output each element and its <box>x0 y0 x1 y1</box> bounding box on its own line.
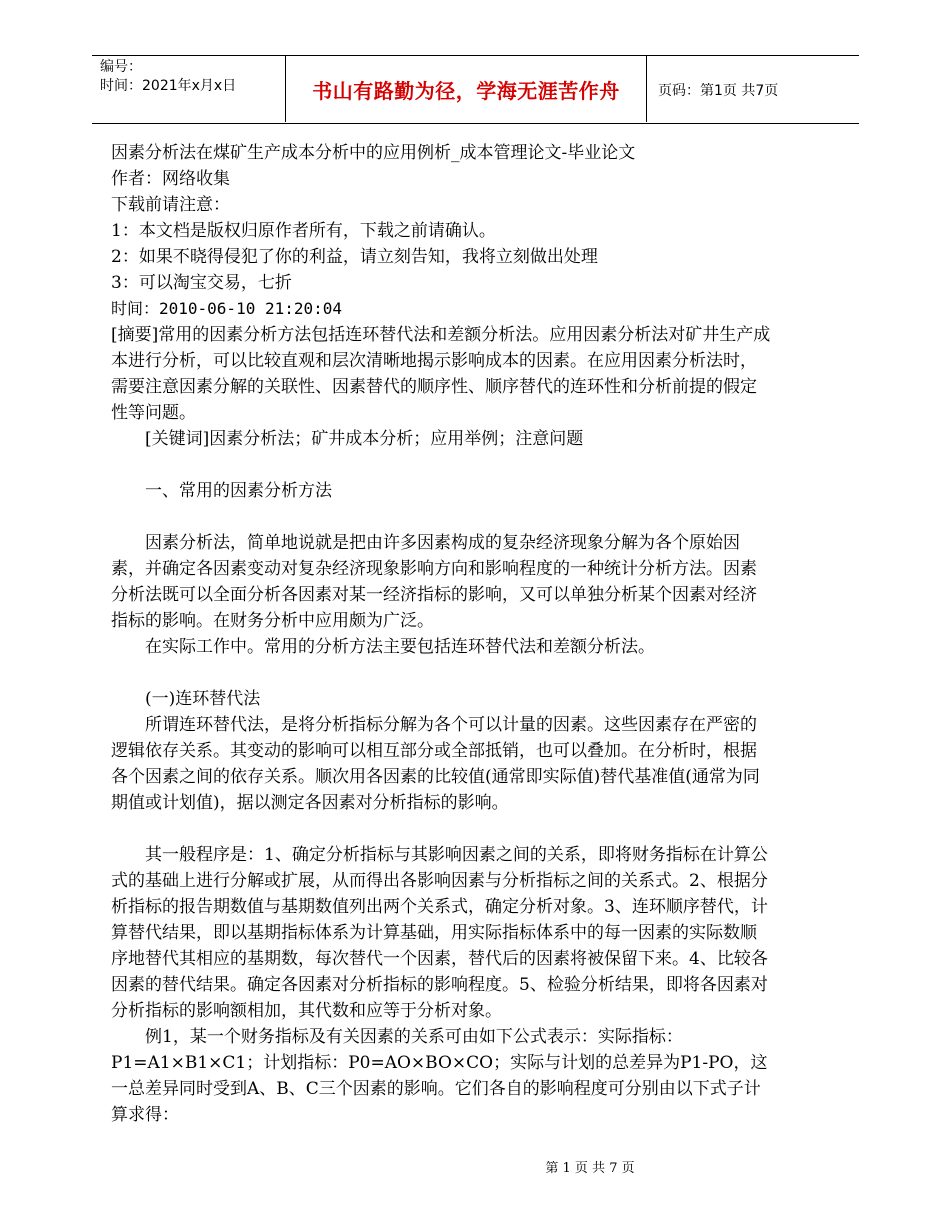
doc-author: 作者：网络收集 <box>111 169 230 189</box>
subsection-heading-1: (一)连环替代法 <box>145 689 261 709</box>
time-label: 时间：2021年x月x日 <box>100 78 237 94</box>
page-header <box>92 55 859 124</box>
header-left <box>100 58 236 96</box>
notice-item-2: 2：如果不晓得侵犯了你的利益，请立刻告知，我将立刻做出处理 <box>111 247 598 267</box>
abstract: [摘要]常用的因素分析方法包括连环替代法和差额分析法。应用因素分析法对矿井生产成本进行分析，可以比较直观和层次清晰地揭示影响成本的因素。在应用因素分析法时，需要注意因素分解的关联性、因素替代的顺序性、顺序替代的连环性和分析前提的假定性等问题。 <box>111 325 771 423</box>
paragraph-1: 因素分析法，简单地说就是把由许多因素构成的复杂经济现象分解为各个原始因素，并确定各因素变动对复杂经济现象影响方向和影响程度的一种统计分析方法。因素分析法既可以全面分析各因素对某一经济指标的影响，又可以单独分析某个因素对经济指标的影响。在财务分析中应用颇为广泛。 <box>111 533 757 631</box>
doc-title: 因素分析法在煤矿生产成本分析中的应用例析_成本管理论文-毕业论文 <box>111 143 636 163</box>
spacer <box>111 816 771 842</box>
notice-item-3: 3：可以淘宝交易，七折 <box>111 273 292 293</box>
paragraph-2: 在实际工作中。常用的分析方法主要包括连环替代法和差额分析法。 <box>145 637 655 657</box>
code-label: 编号： <box>100 59 142 75</box>
section-heading-1: 一、常用的因素分析方法 <box>145 481 332 501</box>
doc-time: 时间：2010-06-10 21:20:04 <box>111 299 343 318</box>
spacer <box>111 504 771 530</box>
paragraph-4: 其一般程序是：1、确定分析指标与其影响因素之间的关系，即将财务指标在计算公式的基础上进行分解或扩展，从而得出各影响因素与分析指标之间的关系式。2、根据分析指标的报告期数值与基期数值列出两个关系式，确定分析对象。3、连环顺序替代，计算替代结果，即以基期指标体系为计算基础，用实际指标体系中的每一因素的实际数顺序地替代其相应的基期数，每次替代一个因素，替代后的因素将被保留下来。4、比较各因素的替代结果。确定各因素对分析指标的影响程度。5、检验分析结果，即将各因素对分析指标的影响额相加，其代数和应等于分析对象。 <box>111 845 768 1021</box>
paragraph-3: 所谓连环替代法，是将分析指标分解为各个可以计量的因素。这些因素存在严密的逻辑依存关系。其变动的影响可以相互部分或全部抵销，也可以叠加。在分析时，根据各个因素之间的依存关系。顺次用各因素的比较值(通常即实际值)替代基准值(通常为同期值或计划值)，据以测定各因素对分析指标的影响。 <box>111 715 760 813</box>
notice-item-1: 1：本文档是版权归原作者所有，下载之前请确认。 <box>111 221 496 241</box>
spacer <box>111 452 771 478</box>
document-body <box>111 140 771 1128</box>
header-page-label: 页码：第1页 共7页 <box>658 83 779 99</box>
notice-title: 下载前请注意： <box>111 195 230 215</box>
keywords: [关键词]因素分析法；矿井成本分析；应用举例；注意问题 <box>145 429 584 449</box>
header-motto: 书山有路勤为径，学海无涯苦作舟 <box>285 56 647 122</box>
spacer <box>111 660 771 686</box>
paragraph-5: 例1，某一个财务指标及有关因素的关系可由如下公式表示：实际指标：P1=A1×B1×C1；计划指标：P0=AO×BO×CO；实际与计划的总差异为P1-PO，这一总差异同时受到A、B、C三个因素的影响。它们各自的影响程度可分别由以下式子计算求得： <box>111 1027 768 1125</box>
page-footer: 第 1 页 共 7 页 <box>545 1161 635 1176</box>
